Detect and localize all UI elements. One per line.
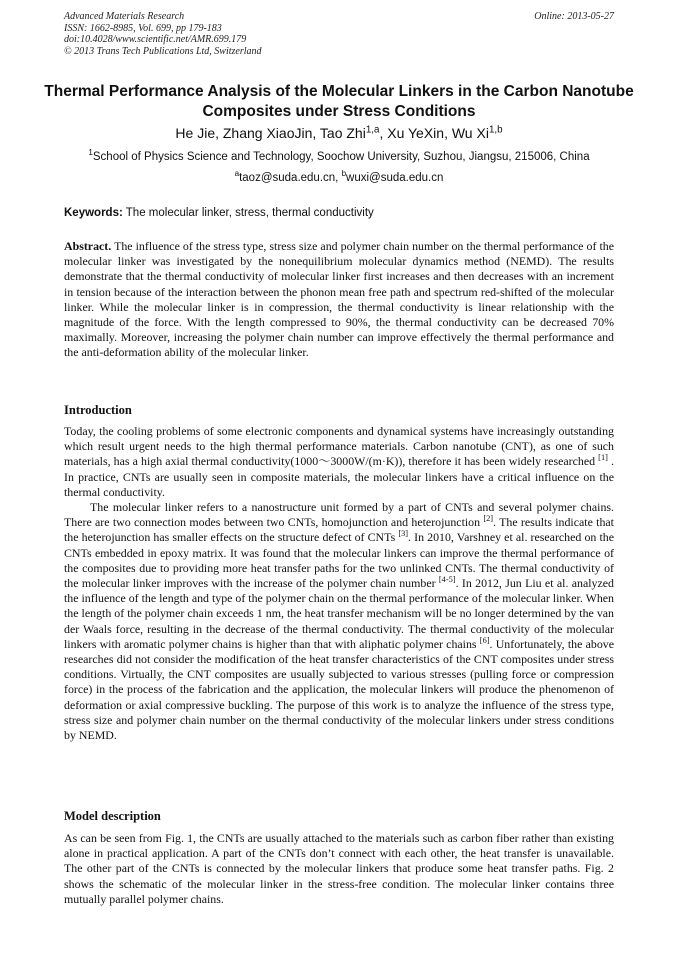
email-b[interactable]: wuxi@suda.edu.cn xyxy=(346,172,444,184)
email-line xyxy=(40,171,638,186)
citation-3[interactable]: [3] xyxy=(398,529,409,539)
intro-paragraph-2 xyxy=(64,500,614,743)
abstract-text: The influence of the stress type, stress size and polymer chain number on the thermal performance of the molecular linker was investigated by the nonequilibrium molecular dynamics method (NEMD). The results demonstrate that the thermal conductivity of molecular linker first increases and then decreases with an increment in tension because of the interaction between the phonon mean free path and spectrum red-shifted of the molecular linker. While the molecular linker is in compression, the thermal conductivity is linear relationship with the magnitude of the force. With the length compressed to 90%, the thermal conductivity can be decreased 70% maximally. Moreover, increasing the polymer chain number can improve effectively the thermal performance and the anti-deformation ability of the molecular linker. xyxy=(64,239,614,360)
keywords-label: Keywords: xyxy=(64,207,123,219)
issn: ISSN: 1662-8985, Vol. 699, pp 179-183 xyxy=(64,22,222,34)
author-sup-2: 1,b xyxy=(488,124,503,136)
copyright: © 2013 Trans Tech Publications Ltd, Switzerland xyxy=(64,45,262,57)
affiliation-text: School of Physics Science and Technology, Soochow University, Suzhou, Jiangsu, 215006, China xyxy=(92,151,590,163)
intro-p2-text-d: . In 2012, Jun Liu et al. analyzed the influence of the length and type of the polymer chain on the thermal performance of the molecular linker. When the length of the polymer chain exceeds 1 nm, the heat transfer mechanism will be no longer determined by the van der Waals force, resulting in the decrease of the thermal conductivity. The thermal conductivity of the molecular linkers with aromatic polymer chains is higher than that with aliphatic polymer chains xyxy=(64,576,615,651)
intro-p2-text-a: The molecular linker refers to a nanostructure unit formed by a part of CNTs and several polymer chains. There are two connection modes between two CNTs, homojunction and heterojunction xyxy=(64,500,614,530)
citation-4-5[interactable]: [4-5] xyxy=(438,575,456,585)
doi: doi:10.4028/www.scientific.net/AMR.699.179 xyxy=(64,34,247,45)
introduction-body xyxy=(64,424,614,743)
email-sup-a: a xyxy=(234,169,240,179)
email-sup-b: b xyxy=(341,169,347,179)
citation-6[interactable]: [6] xyxy=(479,635,490,645)
citation-1[interactable]: [1] xyxy=(598,453,608,463)
journal-header xyxy=(64,11,262,57)
author-list xyxy=(40,124,638,142)
intro-p2-text-e: . Unfortunately, the above researches did not consider the modification of the heat transfer characteristics of the CNT composites under stress conditions. Virtually, the CNT composites are usually subjected to various stresses (pulling force or compression force) in the process of the fabrication and the application, the molecular linkers will produce the phenomenon of deformation or axial compressive buckling. The purpose of this work is to analyze the influence of the stress type, stress size and polymer chain number on the thermal conductivity of the molecular linkers under stress conditions by NEMD. xyxy=(64,636,614,743)
journal-name: Advanced Materials Research xyxy=(64,11,185,22)
model-description-body xyxy=(64,831,614,907)
intro-p2-text-b: . The results indicate that the heterojunction has smaller effects on the structure defect of CNTs xyxy=(64,515,614,545)
abstract-label: Abstract. xyxy=(64,239,112,253)
intro-p1-text-b: . In practice, CNTs are usually seen in composite materials, the molecular linkers have a critical influence on the thermal conductivity. xyxy=(64,454,614,499)
section-heading-model-description: Model description xyxy=(64,809,161,823)
paper-title: Thermal Performance Analysis of the Molecular Linkers in the Carbon Nanotube Composites under Stress Conditions xyxy=(44,83,634,120)
email-a[interactable]: taoz@suda.edu.cn, xyxy=(239,172,342,184)
intro-paragraph-1 xyxy=(64,424,614,500)
author-sup-1: 1,a xyxy=(365,124,380,136)
keywords-text: The molecular linker, stress, thermal conductivity xyxy=(122,207,374,219)
online-date: Online: 2013-05-27 xyxy=(534,11,614,22)
intro-p2-text-c: . In 2010, Varshney et al. researched on the CNTs embedded in epoxy matrix. It was found that the molecular linkers can improve the thermal performance of the composites due to providing more heat transfer paths for the two unlinked CNTs. The thermal conductivity of the molecular linker improves with the increase of the polymer chain number xyxy=(64,530,615,591)
affiliation-sup: 1 xyxy=(88,148,93,158)
authors-part-1: He Jie, Zhang XiaoJin, Tao Zhi xyxy=(175,125,366,141)
keywords xyxy=(64,206,614,221)
section-heading-introduction: Introduction xyxy=(64,403,132,417)
abstract xyxy=(64,239,614,361)
affiliation xyxy=(40,150,638,165)
intro-p1-text-a: Today, the cooling problems of some electronic components and dynamical systems have increasingly outstanding which result urgent needs to the high thermal performance materials. Carbon nanotube (CNT), as one of such materials, has a high axial thermal conductivity(1000～3000W/(m·K)), therefore it has been widely researched xyxy=(64,424,614,469)
model-paragraph-1: As can be seen from Fig. 1, the CNTs are usually attached to the materials such as carbon fiber rather than existing alone in practical application. A part of the CNTs don’t connect with each other, the heat transfer is unavailable. The other part of the CNTs is connected by the molecular linkers that produce some heat transfer paths. Fig. 2 shows the schematic of the molecular linker in the stress-free condition. The molecular linker contains three mutually parallel polymer chains. xyxy=(64,831,614,906)
authors-part-2: , Xu YeXin, Wu Xi xyxy=(379,125,489,141)
citation-2[interactable]: [2] xyxy=(483,514,494,524)
